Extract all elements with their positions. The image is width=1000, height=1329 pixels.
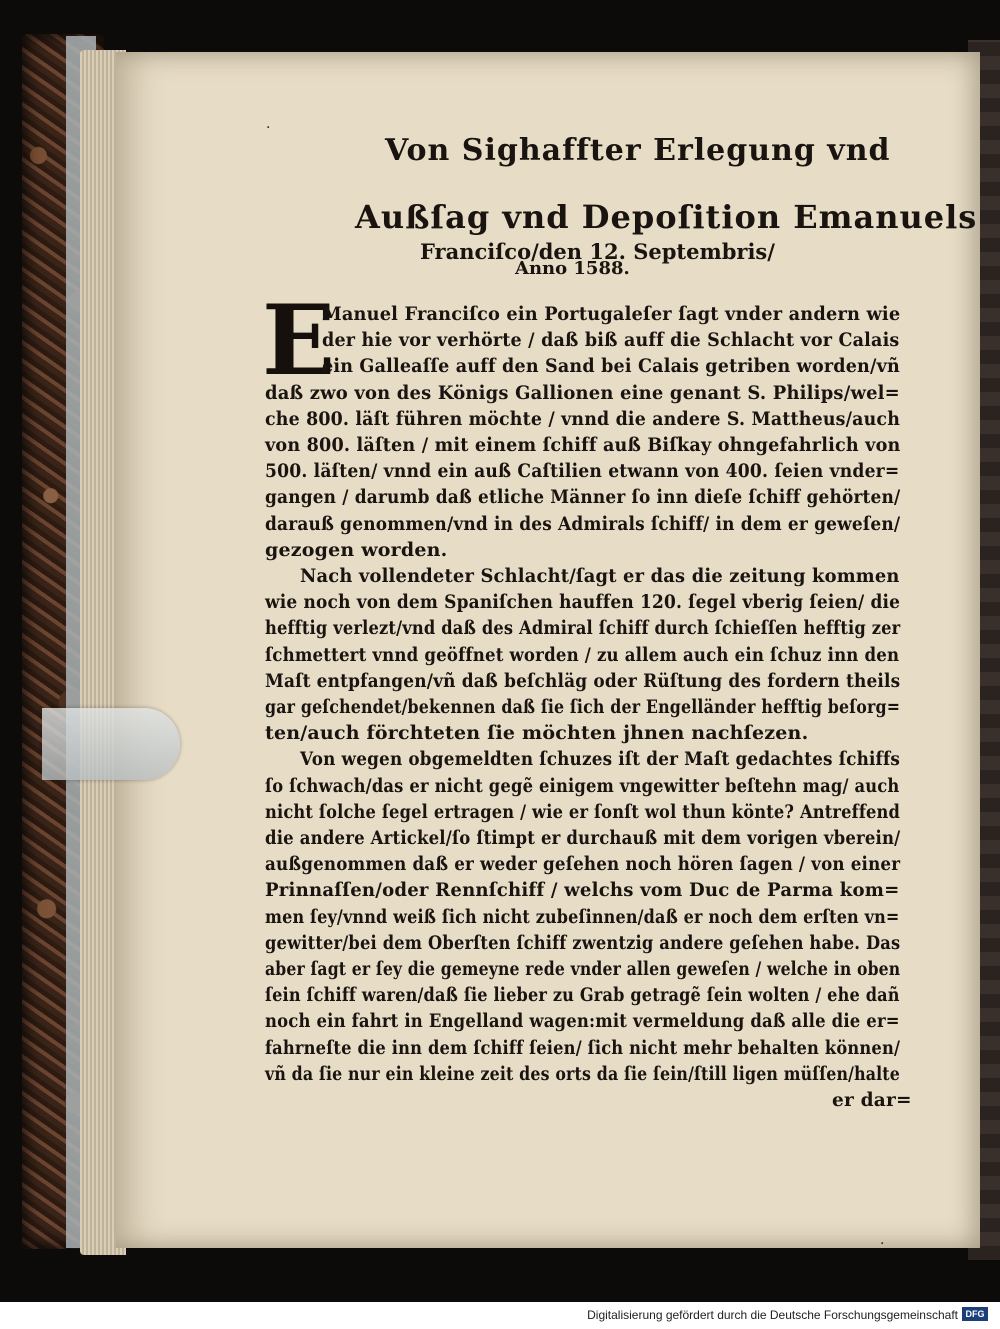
body-line: er dar= (832, 1089, 912, 1111)
body-line: gezogen worden. (265, 538, 448, 561)
heading-line-2: Außſag vnd Depoſition Emanuels (355, 198, 978, 236)
body-line: gar geſchendet/bekennen daß ſie ſich der Engelländer hefftig beſorg= (265, 696, 901, 718)
body-line: fahrneſte die inn dem ſchiff ſeien/ ſich nicht mehr behalten können/ (265, 1036, 901, 1059)
body-line: gewitter/bei dem Oberſten ſchiff zwentzig andere geſehen habe. Das (265, 931, 901, 954)
body-line: wie noch von dem Spaniſchen hauffen 120. ſegel vberig ſeien/ die (265, 591, 901, 614)
body-line: der hie vor verhörte / daß biß auff die Schlacht vor Calais (322, 329, 900, 352)
heading-line-3: Franciſco/den 12. Septembris/ (420, 239, 775, 264)
body-line: ſchmettert vnnd geöffnet worden / zu allem auch ein ſchuz inn den (265, 643, 900, 666)
heading-line-1: Von Sighaffter Erlegung vnd (385, 133, 891, 168)
dfg-logo: DFG (962, 1307, 988, 1321)
body-line: 500. läſten/ vnnd ein auß Caſtilien etwann von 400. ſeien vnder= (265, 460, 900, 483)
page-holder-clip (42, 708, 180, 780)
body-line: hefftig verlezt/vnd daß des Admiral ſchiff durch ſchieſſen hefftig zer (265, 617, 901, 640)
page-speck: · (880, 1236, 885, 1252)
body-line: von 800. läſten / mit einem ſchiff auß Biſkay ohngefahrlich von (265, 434, 901, 456)
body-line: die andere Artickel/ſo ſtimpt er durchauß mit dem vorigen vberein/ (265, 827, 901, 849)
body-line: ſo ſchwach/das er nicht gegẽ einigem vngewitter beſtehn mag/ auch (265, 774, 900, 797)
body-line: aber ſagt er ſey die gemeyne rede vnder allen geweſen / welche in oben (265, 958, 901, 980)
body-line: Maſt entpfangen/vñ daß beſchläg oder Rüſtung des fordern theils (265, 669, 901, 692)
heading-line-4: Anno 1588. (515, 258, 630, 279)
page-speck: · (266, 120, 271, 136)
body-line: noch ein fahrt in Engelland wagen:mit vermeldung daß alle die er= (265, 1010, 900, 1033)
body-line: ten/auch förchteten ſie möchten jhnen nachſezen. (265, 722, 809, 745)
body-line: darauß genommen/vnd in des Admirals ſchiff/ in dem er geweſen/ (265, 512, 901, 535)
body-line: che 800. läſt führen möchte / vnnd die andere S. Mattheus/auch (265, 407, 901, 430)
body-line: vñ da ſie nur ein kleine zeit des orts da ſie ſein/ſtill ligen müſſen/halte (265, 1062, 900, 1085)
body-line: men ſey/vnnd weiß ſich nicht zubeſinnen/daß er noch dem erſten vn= (265, 905, 900, 928)
body-line: nicht ſolche ſegel ertragen / wie er ſonſt wol thun könte? Antreffend (265, 800, 901, 823)
drop-cap: E (262, 284, 336, 397)
body-line: gangen / darumb daß etliche Männer ſo inn dieſe ſchiff gehörten/ (265, 486, 901, 509)
body-line: daß zwo von des Königs Gallionen eine genant S. Philips/wel= (265, 381, 900, 404)
body-line: Manuel Franciſco ein Portugaleſer ſagt vnder andern wie (322, 303, 901, 325)
body-line: Nach vollendeter Schlacht/ſagt er das die zeitung kommen (300, 565, 900, 587)
body-line: ſein ſchiff waren/daß ſie lieber zu Grab getragẽ ſein wolten / ehe dañ (265, 984, 900, 1007)
body-line: Prinnaſſen/oder Rennſchiff / welchs vom Duc de Parma kom= (265, 879, 900, 902)
funding-credit: Digitalisierung gefördert durch die Deutsche Forschungsgemeinschaft (587, 1308, 958, 1322)
body-line: außgenommen daß er weder geſehen noch hören ſagen / von einer (265, 853, 901, 876)
body-line: ein Galleaſſe auff den Sand bei Calais getriben worden/vñ (322, 355, 900, 378)
body-line: Von wegen obgemeldten ſchuzes iſt der Maſt gedachtes ſchiffs (300, 748, 901, 771)
